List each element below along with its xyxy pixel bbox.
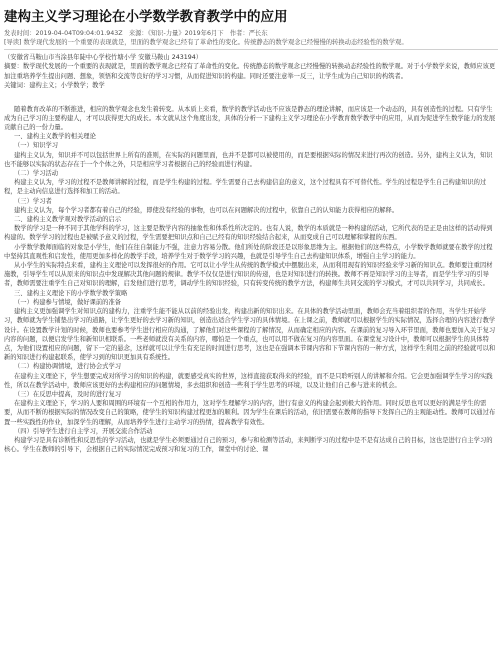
article-meta: 发表时间：2019-04-04T09:04:01.943Z 来源：《知识-力量》2019年6月下 作者：严长东 (4, 30, 268, 37)
section-heading: 二、建构主义教学观对教学活动的启示 (14, 216, 122, 224)
article-keywords: 关键词：建构主义；小学数学；教学 (4, 82, 105, 90)
body-paragraph: 构建主义认为，学习的过程不是教师讲解的过程，而是学生构建的过程。学生需要自己去构建信息的意义，这个过程具有不可替代性。学生的过程是学生自己构建知识的过程，是主动向信息进行选择和加工的活动。 (4, 179, 487, 196)
header-divider (4, 49, 498, 50)
section-heading: （三）学习者 (14, 197, 52, 205)
body-paragraph: 在建构主义理论下，学生想要完成对所学习的知识的构建，就要感受真实的世界，这样直接获取得来的经验，而不是只聆听别人的讲解和介绍。它会更加强调学生学习的实践性，所以在教学活动中，教师应该更好的去构建相应的问题情境，多去组织和创造一些利于学生思考的环境，以及让他们自己参与进来的机会。 (4, 372, 493, 389)
body-paragraph: 在建构主义理论下，学习的人要和周围的环境有一个互相的作用力，这对学生理解学习的内容，进行有意义的构建会起到极大的作用。同时反思也可以更好的满足学生的需要，从而不断的根据实际的情况改变自己的策略，使学生的知识构建过程更加的顺利。因为学生在课后的活动，依旧需要在教师的指导下发挥自己的主观能动性。教师可以通过布置一些实践性的作业，加深学生的理解，从而培养学生进行主动学习的热情，提高教学有效性。 (4, 400, 496, 426)
body-paragraph: 随着教育改革的不断推进，相应的数学观念也发生着转变。从本质上来看，数学的教学活动也不应该是静态的理论讲解，而应该是一个动态的，具有创造性的过程。只有学生成为自己学习的主要构建人，才可以获得更大的成长。本文就从这个角度出发，具体的分析一下建构主义学习理论在小学教育数学教学中的应用，从而为促进学生数学能力的发展贡献自己的一份力量。 (4, 105, 496, 132)
section-heading: 三、建构主义理论下的小学数学教学策略 (14, 289, 128, 297)
body-paragraph: 小学数学教师面临的对象是小学生，他们在往自制能力不强，注意力容易分散。他们所处的阶段还是以形象思维为主。根据他们的这些特点，小学数学教师就要在教学的过程中坚持其直观性和启发性，使用更加多样化的教学手段，培养学生对于数学学习的兴趣，也就是引导学生自己去构建知识体系，增强自主学习的能力。 (4, 243, 493, 260)
section-gap (4, 91, 498, 105)
article-title: 建构主义学习理论在小学数学教育教学中的应用 (4, 9, 288, 25)
body-paragraph: 数学的学习是一种不同于其他学科的学习，这主要是数学内容的抽象性和体系性所决定的。也有人说，数学的本质就是一种构建的活动，它所代表的是正是由这样的活动得到构建的。数学学习的过程也是被赋予意义的过程，学生需要把知识点和自己已经有的知识经验结合起来，从而变成自己可以理解和掌握的东西。 (4, 225, 493, 242)
section-heading: （二）构建协调情境，进行协会式学习 (14, 363, 122, 371)
article-guide: [导读] 数学现代发展的一个重要的表现就是，里面的教学观念已经有了革命性的变化。传统静态的数学观念已经慢慢的转换动态经验性的数学观。 (4, 39, 408, 46)
section-heading: 一、建构主义教学的相关理论 (14, 133, 96, 141)
article-abstract: 摘要：数学现代发展的一个重要的表现就是，里面的教学观念已经有了革命性的变化。传统静态的数学观念已经慢慢的转换动态经验性的数学观。对于小学数学来说，教师应该更加注重培养学生提出问题、想象，领悟和交流等良好的学习习惯，从而促进知识的构建。同时还要注意举一反三，让学生成为自己知识的构筑者。 (4, 63, 496, 80)
article-body (4, 105, 498, 455)
section-heading: （四）引导学生进行自主学习，开展交流合作活动 (14, 427, 153, 435)
section-heading: （三）在反思中提高，及时的进行复习 (14, 390, 122, 398)
body-paragraph: 构建学习是具有诊断性和反思性的学习活动，也就是学生必须要通过自己的预习，参与和检测等活动，来判断学习的过程中是不是有达成自己的目标，这也是进行自主学习的核心。学生在教师的引导下，会根据自己的实际情况完成预习和复习的工作，课堂中的讨论、课 (4, 436, 493, 454)
body-paragraph: 从小学生的实际特点来看，建构主义理论可以发挥很好的作用。它可以让小学生从传统的教学模式中摆脱出来，从而利用现有的知识经验来学习新的知识点。教师要注重因材施教，引导学生可以从原来的知识点中发现解决其他问题的规律。教学不仅仅是进行知识的传递，也是对知识进行的转换。教师不再是知识学习的主导者，而是学生学习的引导者，教师需要注重学生自己对知识的理解，启发他们进行思考，调动学生的知识经验，只有转变传统的教学方法，构建师生共同交流的学习模式，才可以共同学习，共同成长。 (4, 262, 493, 288)
body-paragraph: 建构主义更加强调学生对知识点的建构力，注重学生能不能从以前的经验出发，构建出新的知识出来。在具体的教学活动里面，教师会充当着组织者的作用，当学生开始学习，教师就为学生铺垫出学习的道路，让学生更好的去学习新的知识，创造出适合学生学习的具体情境。在上课之前，教师就可以根据学生的实际情况，选择合理的内容进行教学设计。在设置教学计划的时候，教师也要参考学生进行相应的沟通，了解他们对这些课程的了解情况，从而确定相应的内容。在课前的复习导入环节里面，教师也要加入关于复习内容的问题，以便启发学生和新知识相联系。一些老师就没有关系的内容，哪怕是一个重点，也可以用不做在复习的内容里面。在课堂复习设计中，教师可以根据学生的具体特点，为他们设置相应的问题，留下一定的悬念，这样就可以让学生有充足的时间进行思考，这也是在强调本节课内容和下节课内容的一种方式，这样学生利用之前的经验就可以和新的知识进行构建起联系，使学习到的知识更加具有系统性。 (4, 308, 496, 362)
section-heading: （二）学习活动 (14, 170, 59, 178)
author-affiliation: （安徽省马鞍山市当涂县年陡中心学校竹塘小学 安徽马鞍山 243194） (4, 54, 203, 61)
body-paragraph: 建构主义认为，每个学习者都有着自己的经验，即使没有经验的事物，也可以在问题解决的过程中，依靠自己的认知能力获得相应的解释。 (14, 206, 399, 214)
section-heading: （一）构建参与情境，做好课前的准备 (14, 298, 122, 306)
document-page (0, 8, 502, 657)
section-heading: （一）知识学习 (14, 142, 59, 150)
body-paragraph: 建构主义认为，知识并不可以包括世界上所有的准则，在实际的问题里面，也并不是都可以被使用的，而是要根据实际的情况来进行再次的创造。另外，建构主义认为，知识也不能够以实际的状态存在于一个个体之外，只是相应学习者根据自己的经验而进行构建。 (4, 151, 493, 168)
